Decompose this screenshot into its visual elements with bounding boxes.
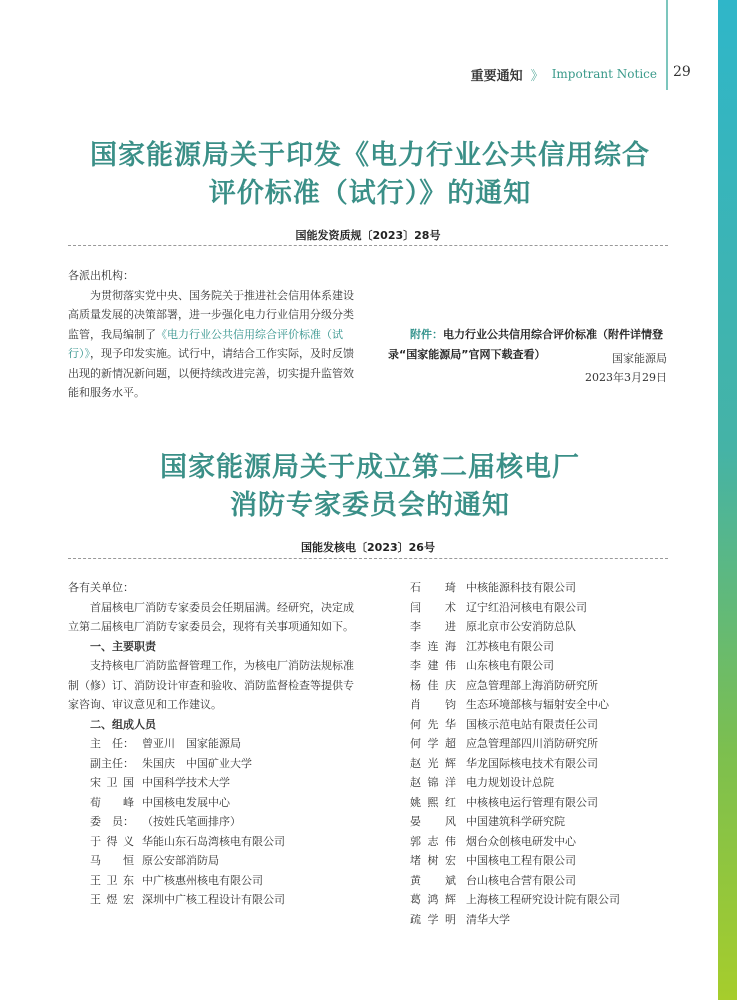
member-row (90, 773, 354, 793)
notice2-doc-number: 国能发核电〔2023〕26号 (301, 541, 435, 554)
member-org: 中广核惠州核电有限公司 (142, 873, 263, 887)
notice2-section1-body: 支持核电厂消防监督管理工作，为核电厂消防法规标准制（修）订、消防设计审查和验收、消防监督检查等提供专家咨询、审议意见和工作建议。 (68, 659, 354, 711)
member-row (90, 734, 354, 754)
member-org: 原北京市公安消防总队 (466, 620, 576, 633)
notice2-intro: 首届核电厂消防专家委员会任期届满。经研究，决定成立第二届核电厂消防专家委员会，现将有关事项通知如下。 (68, 600, 354, 633)
notice1-signature (585, 349, 667, 387)
notice1-body-part2: ，现予印发实施。试行中，请结合工作实际，及时反馈出现的新情况新问题，以便持续改进完善，切实提升监管效能和服务水平。 (68, 347, 354, 399)
member-row (410, 793, 680, 813)
member-org: 华龙国际核电技术有限公司 (466, 756, 598, 770)
member-name: 肖 钧 (410, 698, 456, 711)
member-row (410, 598, 680, 618)
notice1-body-part1: 为贯彻落实党中央、国务院关于推进社会信用体系建设高质量发展的决策部署，进一步强化电力行业信用分级分类监管，我局编制了 (68, 288, 354, 341)
member-org: 应急管理部上海消防研究所 (466, 678, 598, 692)
notice1-left-column (68, 266, 356, 403)
page-header (471, 64, 657, 84)
notice2-section1-title: 一、主要职责 (90, 639, 156, 653)
member-row (410, 910, 680, 930)
member-name: 李连海 (410, 639, 456, 653)
member-org: 上海核工程研究设计院有限公司 (466, 893, 620, 906)
member-org: 中国核电工程有限公司 (466, 854, 576, 867)
section-label-cn: 重要通知 (470, 68, 523, 84)
notice1-salutation: 各派出机构： (68, 269, 134, 282)
member-org: 江苏核电有限公司 (466, 639, 554, 653)
member-row (410, 773, 680, 793)
section-arrow-icon: 》 (530, 68, 544, 84)
page-number: 29 (673, 64, 691, 80)
member-org: （按姓氏笔画排序） (142, 815, 241, 828)
member-row (410, 832, 680, 852)
member-org: 辽宁红沿河核电有限公司 (466, 600, 587, 614)
member-name: 李 进 (410, 620, 456, 633)
member-org: 中国建筑科学研究院 (466, 815, 565, 828)
notice2-title-line2: 消防专家委员会的通知 (230, 490, 510, 521)
member-row (410, 754, 680, 774)
member-name: 荀 峰 (90, 795, 134, 809)
member-row (410, 637, 680, 657)
member-org: 电力规划设计总院 (466, 776, 554, 789)
member-row (410, 890, 680, 910)
member-name: 于得义 (90, 834, 134, 848)
member-row (90, 871, 354, 891)
side-color-bar (718, 0, 737, 1000)
member-name: 石 琦 (410, 581, 456, 594)
member-name: 姚熙红 (410, 795, 456, 809)
member-name: 杨佳庆 (410, 678, 456, 692)
member-org: 中国科学技术大学 (142, 776, 230, 789)
member-name: 马 恒 (90, 854, 134, 867)
member-org: 烟台众创核电研发中心 (466, 834, 576, 848)
member-org: 国核示范电站有限责任公司 (466, 717, 598, 731)
member-org: 山东核电有限公司 (466, 659, 554, 672)
notice1-annex-label: 附件： (410, 328, 443, 341)
member-name: 主 任： (90, 737, 134, 750)
member-org: 生态环境部核与辐射安全中心 (466, 698, 609, 711)
right-member-list (410, 578, 680, 929)
member-row (90, 890, 354, 910)
member-row (410, 812, 680, 832)
header-divider-line (666, 0, 668, 90)
member-org: 台山核电合营有限公司 (466, 873, 576, 887)
notice2-section2-title: 二、组成人员 (90, 717, 156, 731)
member-row (90, 851, 354, 871)
member-name: 堵树宏 (410, 854, 456, 867)
member-org: 清华大学 (466, 912, 510, 926)
member-name: 李建伟 (410, 659, 456, 672)
member-name: 黄 斌 (410, 873, 456, 887)
member-name: 疏学明 (410, 912, 456, 926)
notice2-salutation: 各有关单位： (68, 581, 134, 594)
left-member-list (68, 734, 354, 910)
member-row (410, 734, 680, 754)
member-name: 赵光辉 (410, 756, 456, 770)
member-org: 华能山东石岛湾核电有限公司 (142, 834, 285, 848)
member-name: 何学超 (410, 737, 456, 750)
member-name: 晏 风 (410, 815, 456, 828)
member-org: 原公安部消防局 (142, 854, 219, 867)
member-name: 副主任： (90, 756, 134, 770)
notice1-sign-org: 国家能源局 (612, 352, 667, 365)
section-label-en: Impotrant Notice (551, 67, 657, 81)
member-row (410, 695, 680, 715)
member-row (410, 871, 680, 891)
member-row (410, 715, 680, 735)
member-name: 葛鸿辉 (410, 893, 456, 906)
member-row (90, 793, 354, 813)
notice2-right-column (410, 578, 680, 929)
member-name: 郭志伟 (410, 834, 456, 848)
notice2-left-column (68, 578, 354, 910)
notice1-sign-date: 2023年3月29日 (585, 371, 667, 384)
member-name: 何先华 (410, 717, 456, 731)
notice1-divider (68, 245, 668, 246)
member-org: 中国核电发展中心 (142, 795, 230, 809)
notice2-title-line1: 国家能源局关于成立第二届核电厂 (160, 452, 580, 483)
member-name: 赵锦洋 (410, 776, 456, 789)
notice1-title-line2: 评价标准（试行）》的通知 (208, 178, 532, 209)
member-name: 闫 术 (410, 600, 456, 614)
notice1-doc-number: 国能发资质规〔2023〕28号 (295, 229, 441, 242)
member-row (410, 578, 680, 598)
member-name: 宋卫国 (90, 776, 134, 789)
member-row (410, 656, 680, 676)
member-org: 深圳中广核工程设计有限公司 (142, 893, 285, 906)
notice1-title (40, 137, 700, 213)
member-row (410, 676, 680, 696)
notice1-title-line1: 国家能源局关于印发《电力行业公共信用综合 (90, 140, 650, 171)
member-org: 朱国庆 中国矿业大学 (142, 756, 252, 770)
notice2-title (40, 449, 700, 525)
member-row (90, 754, 354, 774)
member-org: 中核核电运行管理有限公司 (466, 795, 598, 809)
notice2-divider (68, 558, 668, 559)
member-org: 中核能源科技有限公司 (466, 581, 576, 594)
notice1-body (68, 286, 356, 403)
member-name: 王卫东 (90, 873, 134, 887)
member-name: 王煜宏 (90, 893, 134, 906)
notice1-annex-text: 电力行业公共信用综合评价标准（附件详情登录“国家能源局”官网下载查看） (388, 328, 663, 361)
notice1-standard-name: 《电力行业公共信用综合评价标准（试行）》 (68, 327, 343, 360)
member-row (90, 812, 354, 832)
member-row (90, 832, 354, 852)
member-row (410, 851, 680, 871)
member-org: 应急管理部四川消防研究所 (466, 737, 598, 750)
member-name: 委 员： (90, 815, 134, 828)
member-org: 曾亚川 国家能源局 (142, 737, 241, 750)
member-row (410, 617, 680, 637)
